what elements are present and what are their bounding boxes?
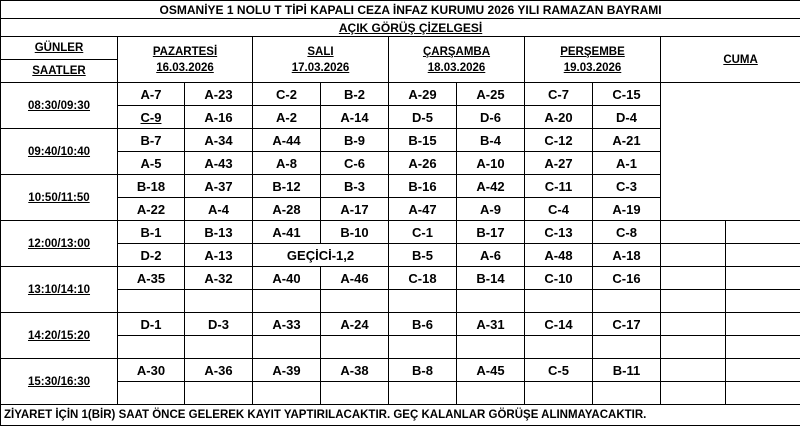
day-header-friday	[661, 37, 800, 83]
visit-cell: C-2	[253, 83, 321, 106]
visit-cell	[389, 290, 457, 313]
friday-empty-cell	[726, 313, 800, 336]
days-header-label: GÜNLER	[1, 37, 118, 60]
visit-cell	[321, 336, 389, 359]
friday-empty-cell	[661, 175, 800, 198]
friday-empty-cell	[661, 152, 800, 175]
visit-cell: C-17	[593, 313, 661, 336]
slot-row	[1, 267, 800, 290]
visit-cell: A-37	[185, 175, 253, 198]
friday-empty-cell	[661, 336, 726, 359]
slot-row	[1, 175, 800, 198]
visit-cell	[253, 290, 321, 313]
visit-cell	[118, 382, 185, 405]
visit-cell	[321, 382, 389, 405]
visit-cell: B-18	[118, 175, 185, 198]
visit-cell: A-44	[253, 129, 321, 152]
visit-cell: C-12	[525, 129, 593, 152]
visit-cell	[457, 336, 525, 359]
visit-cell: A-1	[593, 152, 661, 175]
time-slot-label: 08:30/09:30	[1, 83, 118, 129]
visit-cell: D-4	[593, 106, 661, 129]
visit-cell: A-27	[525, 152, 593, 175]
time-slot-label: 13:10/14:10	[1, 267, 118, 313]
visit-cell: C-13	[525, 221, 593, 244]
slot-row	[1, 359, 800, 382]
visit-cell	[525, 290, 593, 313]
day-header-thursday	[525, 37, 661, 83]
visit-cell: C-11	[525, 175, 593, 198]
day-name: CUMA	[661, 52, 800, 68]
visit-cell	[185, 336, 253, 359]
visit-cell: B-10	[321, 221, 389, 244]
hours-header-label: SAATLER	[1, 60, 118, 83]
visit-cell: B-17	[457, 221, 525, 244]
day-name: ÇARŞAMBA	[389, 44, 524, 60]
visit-cell: B-16	[389, 175, 457, 198]
visit-cell: A-9	[457, 198, 525, 221]
day-date: 16.03.2026	[118, 60, 252, 76]
day-date: 19.03.2026	[525, 60, 660, 76]
visit-cell: A-2	[253, 106, 321, 129]
visit-cell: A-19	[593, 198, 661, 221]
visit-cell: A-22	[118, 198, 185, 221]
visit-cell: A-30	[118, 359, 185, 382]
visit-cell: C-9	[118, 106, 185, 129]
visit-cell	[525, 336, 593, 359]
day-header-monday	[118, 37, 253, 83]
visit-cell: A-4	[185, 198, 253, 221]
visit-cell: A-42	[457, 175, 525, 198]
visit-cell: A-45	[457, 359, 525, 382]
visit-cell	[118, 336, 185, 359]
visit-cell: A-18	[593, 244, 661, 267]
day-header-tuesday	[253, 37, 389, 83]
slot-row	[1, 290, 800, 313]
friday-empty-cell	[726, 382, 800, 405]
visit-cell: A-46	[321, 267, 389, 290]
friday-empty-cell	[661, 198, 800, 221]
time-slot-label: 14:20/15:20	[1, 313, 118, 359]
visit-cell: A-13	[185, 244, 253, 267]
visit-cell: A-25	[457, 83, 525, 106]
visit-cell: A-17	[321, 198, 389, 221]
visit-cell: A-23	[185, 83, 253, 106]
visit-cell	[525, 382, 593, 405]
visit-cell: B-8	[389, 359, 457, 382]
visit-cell: D-2	[118, 244, 185, 267]
slot-row	[1, 313, 800, 336]
visit-cell: A-24	[321, 313, 389, 336]
time-slot-label: 10:50/11:50	[1, 175, 118, 221]
visit-cell: B-3	[321, 175, 389, 198]
visit-cell: C-7	[525, 83, 593, 106]
visit-cell: D-6	[457, 106, 525, 129]
visit-cell: A-33	[253, 313, 321, 336]
visit-cell: D-1	[118, 313, 185, 336]
visit-cell	[253, 336, 321, 359]
visit-cell: B-4	[457, 129, 525, 152]
visit-cell: C-16	[593, 267, 661, 290]
visit-cell: A-14	[321, 106, 389, 129]
visit-cell	[185, 290, 253, 313]
visit-cell: B-7	[118, 129, 185, 152]
friday-empty-cell	[661, 359, 726, 382]
visit-cell	[389, 382, 457, 405]
friday-empty-cell	[726, 359, 800, 382]
visit-cell: A-10	[457, 152, 525, 175]
visit-cell: A-48	[525, 244, 593, 267]
visit-cell	[593, 336, 661, 359]
slot-row	[1, 221, 800, 244]
friday-empty-cell	[726, 244, 800, 267]
visit-cell: A-21	[593, 129, 661, 152]
day-date: 18.03.2026	[389, 60, 524, 76]
visit-cell: A-34	[185, 129, 253, 152]
visit-cell: C-18	[389, 267, 457, 290]
visit-cell	[457, 382, 525, 405]
visit-cell	[457, 290, 525, 313]
visit-cell: A-6	[457, 244, 525, 267]
visit-cell: A-31	[457, 313, 525, 336]
friday-empty-cell	[661, 313, 726, 336]
visit-cell: A-40	[253, 267, 321, 290]
visit-cell: B-12	[253, 175, 321, 198]
document-title: OSMANİYE 1 NOLU T TİPİ KAPALI CEZA İNFAZ KURUMU 2026 YILI RAMAZAN BAYRAMI	[1, 1, 800, 19]
visit-cell	[593, 290, 661, 313]
friday-empty-cell	[661, 106, 800, 129]
visit-cell: A-47	[389, 198, 457, 221]
slot-row	[1, 336, 800, 359]
visit-cell: D-3	[185, 313, 253, 336]
visit-cell: B-15	[389, 129, 457, 152]
visit-cell: A-39	[253, 359, 321, 382]
footer-row	[1, 405, 800, 426]
friday-empty-cell	[661, 221, 726, 244]
visit-cell: A-38	[321, 359, 389, 382]
visit-cell: C-8	[593, 221, 661, 244]
visit-cell: C-1	[389, 221, 457, 244]
slot-row	[1, 382, 800, 405]
slot-row	[1, 198, 800, 221]
friday-empty-cell	[661, 129, 800, 152]
visit-cell: C-5	[525, 359, 593, 382]
visit-cell: C-3	[593, 175, 661, 198]
visit-cell: B-2	[321, 83, 389, 106]
friday-empty-cell	[661, 83, 800, 106]
visit-cell: B-11	[593, 359, 661, 382]
visit-cell	[185, 382, 253, 405]
visit-cell: C-14	[525, 313, 593, 336]
document-subtitle: AÇIK GÖRÜŞ ÇİZELGESİ	[1, 19, 800, 37]
slot-row	[1, 152, 800, 175]
visit-cell: A-8	[253, 152, 321, 175]
friday-empty-cell	[726, 290, 800, 313]
visit-cell	[321, 290, 389, 313]
visit-cell: A-5	[118, 152, 185, 175]
day-header-wednesday	[389, 37, 525, 83]
visit-cell: C-4	[525, 198, 593, 221]
visit-cell: A-28	[253, 198, 321, 221]
friday-empty-cell	[726, 267, 800, 290]
visit-cell: B-13	[185, 221, 253, 244]
time-slot-label: 12:00/13:00	[1, 221, 118, 267]
day-date: 17.03.2026	[253, 60, 388, 76]
visit-cell: C-15	[593, 83, 661, 106]
time-slot-label: 15:30/16:30	[1, 359, 118, 405]
visit-cell	[118, 290, 185, 313]
visit-cell: B-9	[321, 129, 389, 152]
visit-cell: A-16	[185, 106, 253, 129]
visit-cell: A-32	[185, 267, 253, 290]
friday-empty-cell	[726, 336, 800, 359]
visit-cell	[253, 382, 321, 405]
visit-cell: D-5	[389, 106, 457, 129]
slot-row	[1, 244, 800, 267]
friday-empty-cell	[661, 290, 726, 313]
friday-empty-cell	[661, 244, 726, 267]
day-name: SALI	[253, 44, 388, 60]
visit-cell: B-14	[457, 267, 525, 290]
day-name: PERŞEMBE	[525, 44, 660, 60]
visit-cell: A-26	[389, 152, 457, 175]
friday-empty-cell	[661, 382, 726, 405]
visit-cell: A-41	[253, 221, 321, 244]
day-name: PAZARTESİ	[118, 44, 252, 60]
footer-note: ZİYARET İÇİN 1(BİR) SAAT ÖNCE GELEREK KAYIT YAPTIRILACAKTIR. GEÇ KALANLAR GÖRÜŞE ALINMAYACAKTIR.	[1, 405, 800, 426]
visit-cell: B-5	[389, 244, 457, 267]
friday-empty-cell	[726, 221, 800, 244]
visit-cell: B-1	[118, 221, 185, 244]
visit-cell: A-20	[525, 106, 593, 129]
visit-cell	[593, 382, 661, 405]
visit-cell: A-7	[118, 83, 185, 106]
visit-cell: C-6	[321, 152, 389, 175]
friday-empty-cell	[661, 267, 726, 290]
visit-cell: A-29	[389, 83, 457, 106]
visit-cell-merged: GEÇİCİ-1,2	[253, 244, 389, 267]
slot-row	[1, 106, 800, 129]
slot-row	[1, 129, 800, 152]
slot-row	[1, 83, 800, 106]
visit-cell: B-6	[389, 313, 457, 336]
time-slot-label: 09:40/10:40	[1, 129, 118, 175]
visit-cell: A-35	[118, 267, 185, 290]
visit-cell: A-43	[185, 152, 253, 175]
visit-cell	[389, 336, 457, 359]
visit-cell: A-36	[185, 359, 253, 382]
visit-cell: C-10	[525, 267, 593, 290]
